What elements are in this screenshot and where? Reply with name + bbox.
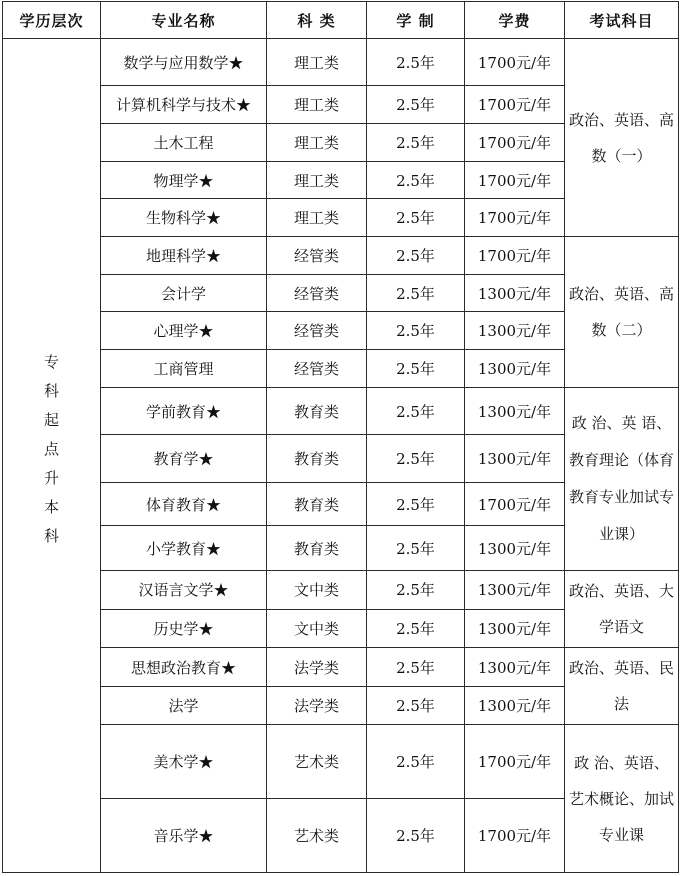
major-name: 体育教育★ xyxy=(101,483,267,526)
exam-subjects-group-1: 政治、英语、高数（一） xyxy=(565,39,679,237)
fee: 1300元/年 xyxy=(465,435,565,483)
duration: 2.5年 xyxy=(367,124,465,162)
category: 文中类 xyxy=(267,609,367,648)
duration: 2.5年 xyxy=(367,86,465,124)
category: 艺术类 xyxy=(267,799,367,873)
header-category: 科 类 xyxy=(267,2,367,39)
fee: 1700元/年 xyxy=(465,725,565,799)
major-name: 会计学 xyxy=(101,275,267,312)
fee: 1300元/年 xyxy=(465,648,565,687)
fee: 1300元/年 xyxy=(465,275,565,312)
major-name: 法学 xyxy=(101,687,267,725)
major-name: 土木工程 xyxy=(101,124,267,162)
fee: 1300元/年 xyxy=(465,526,565,571)
table-row xyxy=(3,237,679,275)
major-name: 心理学★ xyxy=(101,312,267,350)
duration: 2.5年 xyxy=(367,237,465,275)
major-name: 工商管理 xyxy=(101,350,267,388)
header-major: 专业名称 xyxy=(101,2,267,39)
category: 文中类 xyxy=(267,571,367,610)
header-duration: 学 制 xyxy=(367,2,465,39)
major-name: 小学教育★ xyxy=(101,526,267,571)
category: 理工类 xyxy=(267,124,367,162)
duration: 2.5年 xyxy=(367,483,465,526)
category: 法学类 xyxy=(267,648,367,687)
fee: 1700元/年 xyxy=(465,483,565,526)
category: 经管类 xyxy=(267,275,367,312)
fee: 1300元/年 xyxy=(465,609,565,648)
duration: 2.5年 xyxy=(367,571,465,610)
fee: 1700元/年 xyxy=(465,39,565,86)
fee: 1300元/年 xyxy=(465,350,565,388)
category: 教育类 xyxy=(267,388,367,435)
fee: 1300元/年 xyxy=(465,571,565,610)
education-level-cell: 专科起点升本科 xyxy=(3,39,101,873)
category: 经管类 xyxy=(267,312,367,350)
duration: 2.5年 xyxy=(367,312,465,350)
fee: 1700元/年 xyxy=(465,199,565,237)
major-name: 地理科学★ xyxy=(101,237,267,275)
category: 理工类 xyxy=(267,86,367,124)
exam-subjects-group-4: 政治、英语、大学语文 xyxy=(565,571,679,648)
major-name: 思想政治教育★ xyxy=(101,648,267,687)
duration: 2.5年 xyxy=(367,609,465,648)
duration: 2.5年 xyxy=(367,687,465,725)
duration: 2.5年 xyxy=(367,435,465,483)
major-name: 学前教育★ xyxy=(101,388,267,435)
category: 艺术类 xyxy=(267,725,367,799)
fee: 1700元/年 xyxy=(465,162,565,199)
category: 理工类 xyxy=(267,162,367,199)
major-name: 历史学★ xyxy=(101,609,267,648)
header-level: 学历层次 xyxy=(3,2,101,39)
category: 经管类 xyxy=(267,237,367,275)
duration: 2.5年 xyxy=(367,799,465,873)
table-row xyxy=(3,725,679,799)
duration: 2.5年 xyxy=(367,526,465,571)
fee: 1700元/年 xyxy=(465,124,565,162)
duration: 2.5年 xyxy=(367,350,465,388)
category: 理工类 xyxy=(267,39,367,86)
category: 理工类 xyxy=(267,199,367,237)
table-row xyxy=(3,388,679,435)
exam-subjects-group-6: 政 治、英语、艺术概论、加试专业课 xyxy=(565,725,679,873)
category: 法学类 xyxy=(267,687,367,725)
category: 教育类 xyxy=(267,435,367,483)
major-name: 数学与应用数学★ xyxy=(101,39,267,86)
header-row xyxy=(3,2,679,39)
major-name: 美术学★ xyxy=(101,725,267,799)
duration: 2.5年 xyxy=(367,162,465,199)
major-name: 教育学★ xyxy=(101,435,267,483)
duration: 2.5年 xyxy=(367,725,465,799)
major-name: 汉语言文学★ xyxy=(101,571,267,610)
header-exam: 考试科目 xyxy=(565,2,679,39)
fee: 1300元/年 xyxy=(465,388,565,435)
fee: 1300元/年 xyxy=(465,312,565,350)
major-name: 物理学★ xyxy=(101,162,267,199)
header-fee: 学费 xyxy=(465,2,565,39)
duration: 2.5年 xyxy=(367,275,465,312)
category: 教育类 xyxy=(267,526,367,571)
duration: 2.5年 xyxy=(367,648,465,687)
table-row xyxy=(3,39,679,86)
fee: 1300元/年 xyxy=(465,687,565,725)
table-row xyxy=(3,648,679,687)
fee: 1700元/年 xyxy=(465,86,565,124)
duration: 2.5年 xyxy=(367,199,465,237)
table-row xyxy=(3,571,679,610)
fee: 1700元/年 xyxy=(465,799,565,873)
category: 经管类 xyxy=(267,350,367,388)
fee: 1700元/年 xyxy=(465,237,565,275)
exam-subjects-group-5: 政治、英语、民法 xyxy=(565,648,679,725)
duration: 2.5年 xyxy=(367,388,465,435)
major-name: 音乐学★ xyxy=(101,799,267,873)
exam-subjects-group-3: 政 治、英 语、教育理论（体育教育专业加试专业课） xyxy=(565,388,679,571)
category: 教育类 xyxy=(267,483,367,526)
duration: 2.5年 xyxy=(367,39,465,86)
exam-subjects-group-2: 政治、英语、高数（二） xyxy=(565,237,679,388)
major-name: 计算机科学与技术★ xyxy=(101,86,267,124)
major-name: 生物科学★ xyxy=(101,199,267,237)
majors-table xyxy=(2,1,679,873)
